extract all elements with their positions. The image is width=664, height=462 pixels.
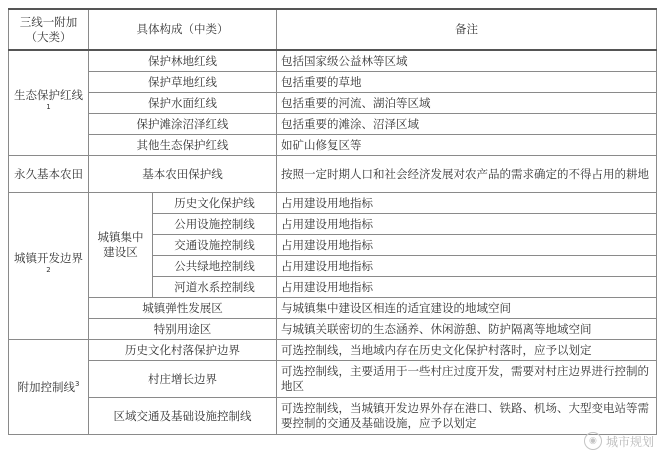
table-row xyxy=(9,72,657,93)
component-note: 占用建设用地指标 xyxy=(277,214,657,235)
component-note: 包括国家级公益林等区域 xyxy=(277,50,657,72)
category-eco: 生态保护红线$^1$ xyxy=(9,50,89,156)
component-note: 包括重要的河流、湖泊等区域 xyxy=(277,93,657,114)
component-note: 占用建设用地指标 xyxy=(277,235,657,256)
category-urban: 城镇开发边界$^2$ xyxy=(9,193,89,340)
component-name: 公共绿地控制线 xyxy=(153,256,277,277)
component-note: 包括重要的滩涂、沼泽区域 xyxy=(277,114,657,135)
component-note: 占用建设用地指标 xyxy=(277,277,657,298)
category-farmland: 永久基本农田 xyxy=(9,156,89,193)
header-row xyxy=(9,9,657,50)
component-note: 可选控制线，当地域内存在历史文化保护村落时，应予以划定 xyxy=(277,340,657,361)
component-name: 城镇弹性发展区 xyxy=(89,298,277,319)
component-name: 保护水面红线 xyxy=(89,93,277,114)
table-row xyxy=(9,93,657,114)
table-row xyxy=(9,50,657,72)
component-note: 包括重要的草地 xyxy=(277,72,657,93)
component-note: 按照一定时期人口和社会经济发展对农产品的需求确定的不得占用的耕地 xyxy=(277,156,657,193)
planning-lines-table xyxy=(8,8,657,435)
component-name: 保护林地红线 xyxy=(89,50,277,72)
table-row xyxy=(9,135,657,156)
watermark-text: 城市规划 xyxy=(605,434,654,449)
header-category: 三线一附加（大类） xyxy=(9,9,89,50)
table-row xyxy=(9,340,657,361)
watermark xyxy=(584,432,654,450)
component-name: 村庄增长边界 xyxy=(89,361,277,398)
component-name: 特别用途区 xyxy=(89,319,277,340)
table-row xyxy=(9,361,657,398)
component-note: 可选控制线，主要适用于一些村庄过度开发，需要对村庄边界进行控制的地区 xyxy=(277,361,657,398)
component-note: 占用建设用地指标 xyxy=(277,256,657,277)
sub-category-urban-core: 城镇集中建设区 xyxy=(89,193,153,298)
component-name: 保护草地红线 xyxy=(89,72,277,93)
header-component: 具体构成（中类） xyxy=(89,9,277,50)
component-name: 保护滩涂沼泽红线 xyxy=(89,114,277,135)
component-name: 其他生态保护红线 xyxy=(89,135,277,156)
logo-icon: ◉ xyxy=(584,432,602,450)
table-row xyxy=(9,398,657,435)
component-name: 交通设施控制线 xyxy=(153,235,277,256)
component-name: 基本农田保护线 xyxy=(89,156,277,193)
component-name: 历史文化村落保护边界 xyxy=(89,340,277,361)
component-note: 占用建设用地指标 xyxy=(277,193,657,214)
component-name: 区域交通及基础设施控制线 xyxy=(89,398,277,435)
table-row xyxy=(9,193,657,214)
component-note: 与城镇关联密切的生态涵养、休闲游憩、防护隔离等地域空间 xyxy=(277,319,657,340)
table-row xyxy=(9,156,657,193)
table-row xyxy=(9,298,657,319)
component-name: 公用设施控制线 xyxy=(153,214,277,235)
component-note: 如矿山修复区等 xyxy=(277,135,657,156)
component-note: 可选控制线，当城镇开发边界外存在港口、铁路、机场、大型变电站等需要控制的交通及基础设施，应予以划定 xyxy=(277,398,657,435)
table-row xyxy=(9,114,657,135)
component-name: 历史文化保护线 xyxy=(153,193,277,214)
component-name: 河道水系控制线 xyxy=(153,277,277,298)
component-note: 与城镇集中建设区相连的适宜建设的地域空间 xyxy=(277,298,657,319)
category-extra: 附加控制线$^3$ xyxy=(9,340,89,435)
header-note: 备注 xyxy=(277,9,657,50)
table-row xyxy=(9,319,657,340)
